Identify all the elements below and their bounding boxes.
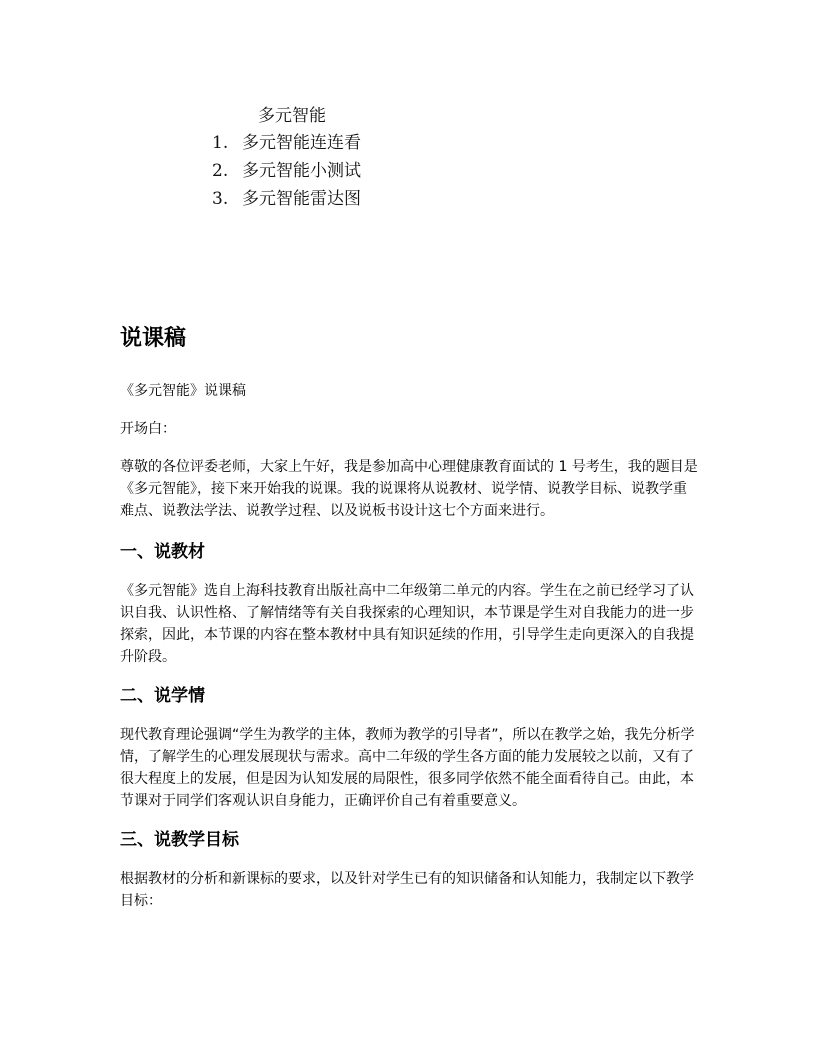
section-body-students: 现代教育理论强调“学生为教学的主体，教师为教学的引导者”，所以在教学之始，我先分析学情，了解学生的心理发展现状与需求。高中二年级的学生各方面的能力发展较之以前，又有了很大程度上的发展，但是因为认知发展的局限性，很多同学依然不能全面看待自己。由此，本节课对于同学们客观认识自身能力，正确评价自己有着重要意义。	[120, 727, 695, 809]
outline-item	[212, 157, 361, 185]
section-heading-students: 二、说学情	[120, 686, 205, 706]
outline-list	[212, 129, 361, 213]
opening-label: 开场白：	[120, 421, 176, 437]
outline-item	[212, 185, 361, 213]
outline-item	[212, 129, 361, 157]
outline-item-text: 多元智能连连看	[242, 133, 361, 153]
outline-item-text: 多元智能雷达图	[242, 189, 361, 209]
section-heading-objectives: 三、说教学目标	[120, 830, 239, 850]
outline-title: 多元智能	[258, 106, 326, 126]
outline-item-text: 多元智能小测试	[242, 161, 361, 181]
outline-item-number: 3.	[212, 189, 229, 209]
section-body-textbook: 《多元智能》选自上海科技教育出版社高中二年级第二单元的内容。学生在之前已经学习了认识自我、认识性格、了解情绪等有关自我探索的心理知识，本节课是学生对自我能力的进一步探索，因此，本节课的内容在整本教材中具有知识延续的作用，引导学生走向更深入的自我提升阶段。	[120, 583, 694, 665]
document-title: 说课稿	[120, 326, 187, 351]
section-body-objectives: 根据教材的分析和新课标的要求，以及针对学生已有的知识储备和认知能力，我制定以下教学目标：	[120, 871, 694, 909]
document-subtitle: 《多元智能》说课稿	[120, 383, 246, 399]
section-heading-textbook: 一、说教材	[120, 542, 205, 562]
document-body	[120, 322, 698, 912]
intro-paragraph: 尊敬的各位评委老师，大家上午好，我是参加高中心理健康教育面试的 1 号考生，我的题目是《多元智能》，接下来开始我的说课。我的说课将从说教材、说学情、说教学目标、说教学重难点、说教法学法、说教学过程、以及说板书设计这七个方面来进行。	[120, 459, 698, 519]
outline-item-number: 2.	[212, 161, 229, 181]
outline-item-number: 1.	[212, 133, 229, 153]
